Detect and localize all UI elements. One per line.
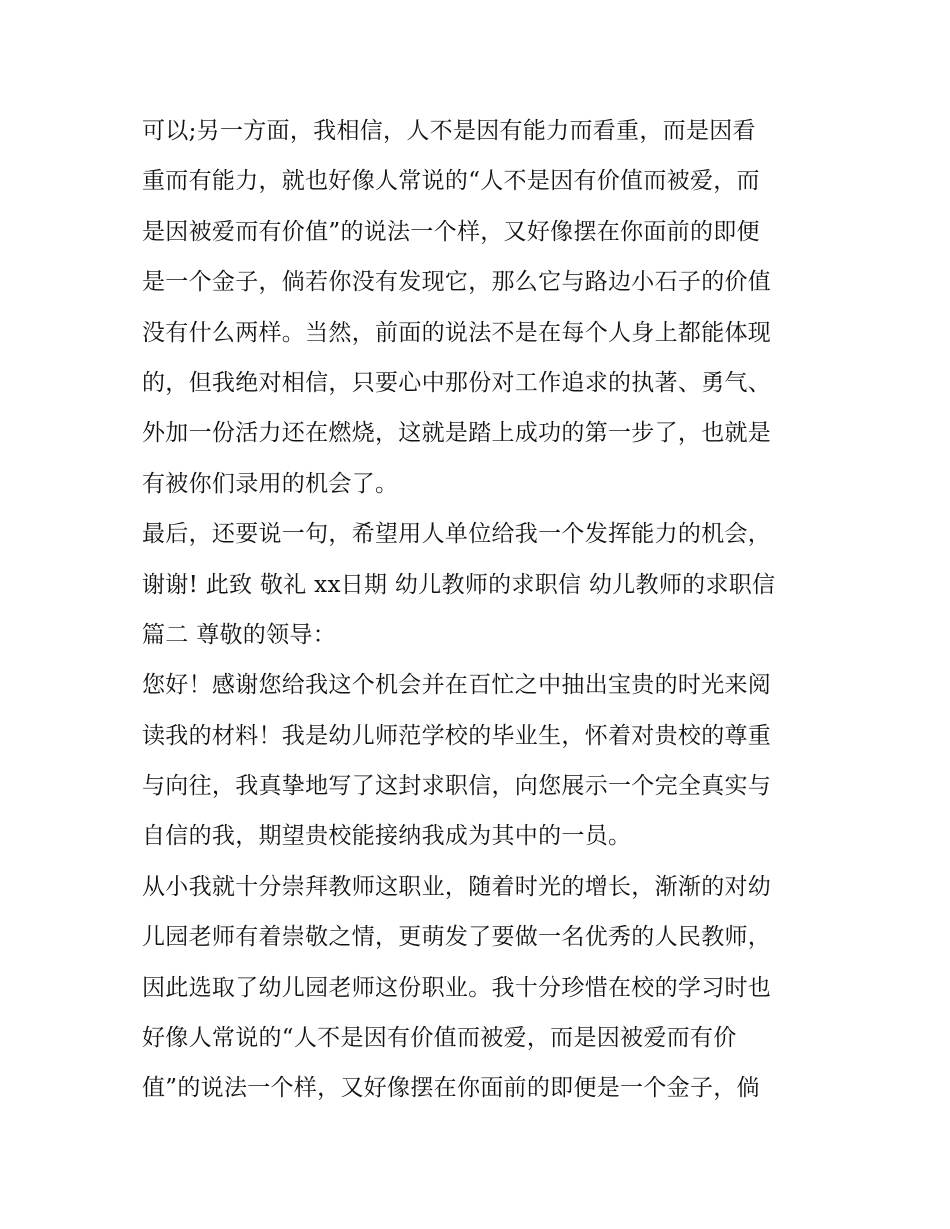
text-line: 自信的我，期望贵校能接纳我成为其中的一员。 [142, 823, 632, 850]
text-line: 篇二 尊敬的领导： [142, 621, 337, 648]
text-line: 外加一份活力还在燃烧，这就是踏上成功的第一步了，也就是 [142, 420, 772, 447]
text-line: 是一个金子，倘若你没有发现它，那么它与路边小石子的价值 [142, 269, 772, 296]
text-line: 好像人常说的“人不是因有价值而被爱，而是因被爱而有价 [142, 1025, 737, 1052]
document-body [142, 106, 822, 1114]
text-line: 重而有能力，就也好像人常说的“人不是因有价值而被爱，而 [142, 168, 760, 195]
text-line: 可以;另一方面，我相信，人不是因有能力而看重，而是因看 [142, 118, 756, 144]
text-line: 没有什么两样。当然，前面的说法不是在每个人身上都能体现 [142, 319, 772, 346]
text-line: 是因被爱而有价值”的说法一个样，又好像摆在你面前的即便 [142, 218, 760, 245]
text-line: 从小我就十分崇拜教师这职业，随着时光的增长，渐渐的对幼 [142, 873, 772, 900]
text-line: 最后，还要说一句，希望用人单位给我一个发挥能力的机会， [142, 521, 772, 548]
text-line: 值”的说法一个样，又好像摆在你面前的即便是一个金子，倘 [142, 1075, 760, 1102]
text-line: 读我的材料！我是幼儿师范学校的毕业生，怀着对贵校的尊重 [142, 722, 772, 749]
text-line: 儿园老师有着崇敬之情，更萌发了要做一名优秀的人民教师， [142, 924, 772, 951]
text-line: 谢谢! 此致 敬礼 xx日期 幼儿教师的求职信 幼儿教师的求职信 [142, 571, 776, 598]
text-line: 因此选取了幼儿园老师这份职业。我十分珍惜在校的学习时也 [142, 974, 772, 1001]
text-line: 您好！感谢您给我这个机会并在百忙之中抽出宝贵的时光来阅 [142, 672, 772, 699]
text-line: 有被你们录用的机会了。 [142, 470, 399, 497]
text-line: 的，但我绝对相信，只要心中那份对工作追求的执著、勇气、 [142, 369, 772, 396]
text-line: 与向往，我真挚地写了这封求职信，向您展示一个完全真实与 [142, 773, 772, 800]
